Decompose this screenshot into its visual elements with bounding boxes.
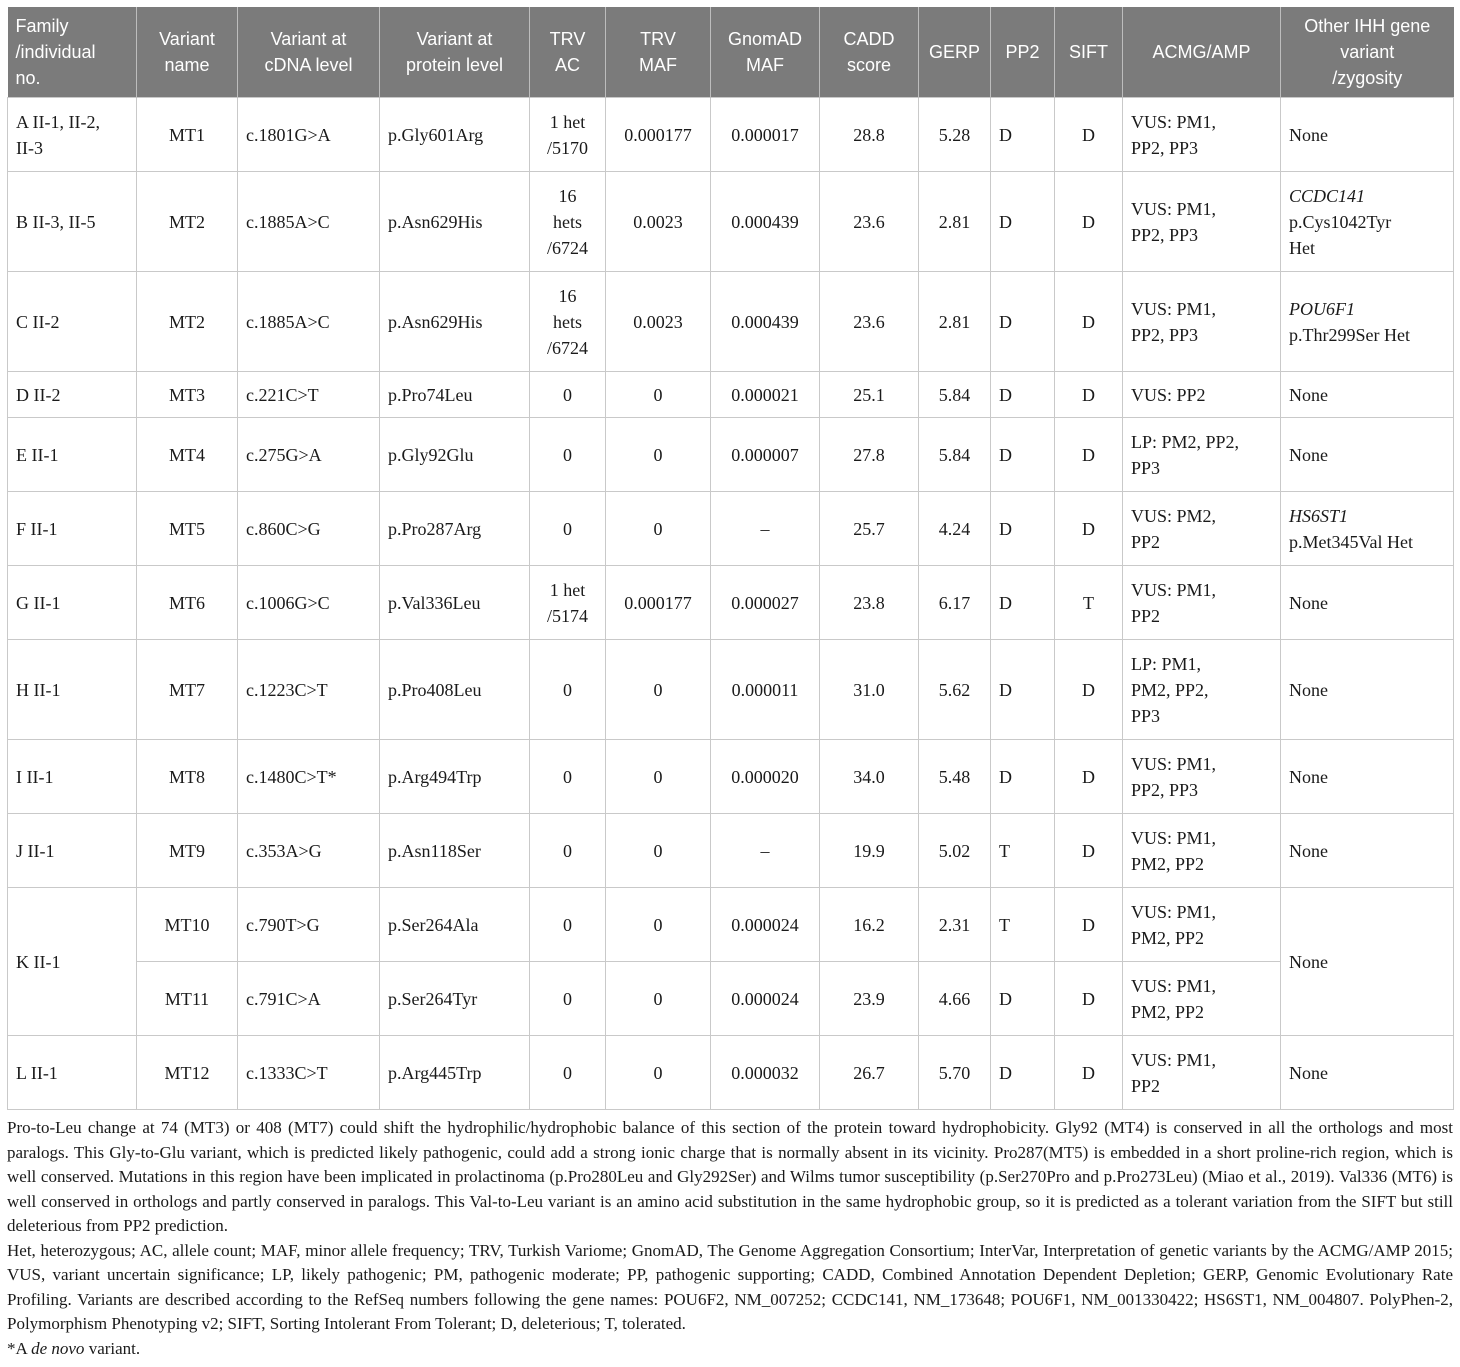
cell-pp2: T bbox=[991, 814, 1055, 888]
cell-family: B II-3, II-5 bbox=[8, 172, 137, 272]
cell-gnomad-maf: 0.000021 bbox=[711, 372, 820, 418]
cell-trv-maf: 0.000177 bbox=[606, 98, 711, 172]
cell-pp2: D bbox=[991, 418, 1055, 492]
cell-gerp: 2.31 bbox=[919, 888, 991, 962]
cell-gnomad-maf: 0.000439 bbox=[711, 272, 820, 372]
cell-cdna: c.1480C>T* bbox=[238, 740, 380, 814]
cell-trv-ac: 0 bbox=[530, 740, 606, 814]
cell-protein: p.Gly601Arg bbox=[380, 98, 530, 172]
cell-pp2: D bbox=[991, 492, 1055, 566]
cell-acmg: VUS: PM1, PP2, PP3 bbox=[1123, 98, 1281, 172]
cell-family: K II-1 bbox=[8, 888, 137, 1036]
cell-trv-maf: 0 bbox=[606, 418, 711, 492]
cell-gerp: 5.62 bbox=[919, 640, 991, 740]
header-trv-maf: TRV MAF bbox=[606, 7, 711, 98]
header-protein: Variant at protein level bbox=[380, 7, 530, 98]
cell-variant-name: MT11 bbox=[137, 962, 238, 1036]
cell-cadd: 26.7 bbox=[820, 1036, 919, 1110]
cell-gnomad-maf: 0.000027 bbox=[711, 566, 820, 640]
cell-sift: D bbox=[1055, 372, 1123, 418]
cell-pp2: D bbox=[991, 962, 1055, 1036]
cell-family: F II-1 bbox=[8, 492, 137, 566]
cell-other-variant: None bbox=[1281, 888, 1454, 1036]
cell-gerp: 5.84 bbox=[919, 372, 991, 418]
table-row bbox=[8, 566, 1454, 640]
cell-cadd: 27.8 bbox=[820, 418, 919, 492]
cell-gerp: 6.17 bbox=[919, 566, 991, 640]
cell-variant-name: MT4 bbox=[137, 418, 238, 492]
cell-gnomad-maf: – bbox=[711, 492, 820, 566]
cell-cadd: 34.0 bbox=[820, 740, 919, 814]
cell-trv-ac: 0 bbox=[530, 418, 606, 492]
cell-trv-maf: 0 bbox=[606, 640, 711, 740]
other-variant-text: p.Thr299Ser Het bbox=[1289, 324, 1410, 345]
cell-family: C II-2 bbox=[8, 272, 137, 372]
cell-gnomad-maf: 0.000011 bbox=[711, 640, 820, 740]
table-row bbox=[8, 272, 1454, 372]
cell-family: J II-1 bbox=[8, 814, 137, 888]
cell-other-variant bbox=[1281, 272, 1454, 372]
cell-trv-ac: 0 bbox=[530, 962, 606, 1036]
cell-gnomad-maf: 0.000024 bbox=[711, 962, 820, 1036]
other-variant-text: None bbox=[1289, 679, 1328, 700]
cell-acmg: VUS: PM1, PM2, PP2 bbox=[1123, 814, 1281, 888]
table-row bbox=[8, 640, 1454, 740]
cell-sift: D bbox=[1055, 640, 1123, 740]
cell-cadd: 23.6 bbox=[820, 272, 919, 372]
cell-protein: p.Gly92Glu bbox=[380, 418, 530, 492]
cell-family: E II-1 bbox=[8, 418, 137, 492]
footnote-discussion: Pro-to-Leu change at 74 (MT3) or 408 (MT7) could shift the hydrophilic/hydrophobic balance of this section of the protein toward hydrophobicity. Gly92 (MT4) is conserved in all the orthologs and most paralogs. This Gly-to-Glu variant, which is predicted likely pathogenic, could add a strong ionic charge that is normally absent in its vicinity. Pro287(MT5) is embedded in a short proline-rich region, which is well conserved. Mutations in this region have been implicated in prolactinoma (p.Pro280Leu and Gly292Ser) and Wilms tumor susceptibility (p.Ser270Pro and p.Pro273Leu) (Miao et al., 2019). Val336 (MT6) is well conserved in orthologs and partly conserved in paralogs. This Val-to-Leu variant is an amino acid substitution in the same hydrophobic group, so it is predicted as a tolerant variation from the SIFT but still deleterious from PP2 prediction. bbox=[7, 1118, 1453, 1235]
cell-sift: D bbox=[1055, 814, 1123, 888]
cell-sift: D bbox=[1055, 1036, 1123, 1110]
cell-sift: D bbox=[1055, 740, 1123, 814]
cell-trv-maf: 0 bbox=[606, 888, 711, 962]
cell-variant-name: MT12 bbox=[137, 1036, 238, 1110]
cell-gnomad-maf: 0.000017 bbox=[711, 98, 820, 172]
cell-cadd: 16.2 bbox=[820, 888, 919, 962]
cell-trv-ac: 0 bbox=[530, 814, 606, 888]
cell-cadd: 25.7 bbox=[820, 492, 919, 566]
other-variant-text: None bbox=[1289, 384, 1328, 405]
cell-cadd: 25.1 bbox=[820, 372, 919, 418]
table-row bbox=[8, 962, 1454, 1036]
cell-cdna: c.275G>A bbox=[238, 418, 380, 492]
other-variant-text: p.Cys1042Tyr Het bbox=[1289, 211, 1392, 258]
variant-table bbox=[7, 7, 1454, 1110]
cell-gerp: 5.70 bbox=[919, 1036, 991, 1110]
cell-trv-ac: 0 bbox=[530, 888, 606, 962]
header-family: Family /individual no. bbox=[8, 7, 137, 98]
cell-other-variant bbox=[1281, 372, 1454, 418]
cell-cdna: c.1885A>C bbox=[238, 172, 380, 272]
cell-variant-name: MT6 bbox=[137, 566, 238, 640]
cell-cadd: 23.6 bbox=[820, 172, 919, 272]
table-row bbox=[8, 372, 1454, 418]
cell-gnomad-maf: 0.000032 bbox=[711, 1036, 820, 1110]
cell-variant-name: MT1 bbox=[137, 98, 238, 172]
cell-sift: D bbox=[1055, 418, 1123, 492]
cell-cdna: c.353A>G bbox=[238, 814, 380, 888]
cell-cadd: 23.8 bbox=[820, 566, 919, 640]
other-variant-text: None bbox=[1289, 444, 1328, 465]
cell-sift: D bbox=[1055, 962, 1123, 1036]
cell-cdna: c.1885A>C bbox=[238, 272, 380, 372]
header-cadd: CADD score bbox=[820, 7, 919, 98]
footnote-abbreviations: Het, heterozygous; AC, allele count; MAF, minor allele frequency; TRV, Turkish Variome; GnomAD, The Genome Aggregation Consortium; InterVar, Interpretation of genetic variants by the ACMG/AMP 2015; VUS, variant uncertain significance; LP, likely pathogenic; PM, pathogenic moderate; PP, pathogenic supporting; CADD, Combined Annotation Dependent Depletion; GERP, Genomic Evolutionary Rate Profiling. Variants are described according to the RefSeq numbers following the gene names: POU6F2, NM_007252; CCDC141, NM_173648; POU6F1, NM_001330422; HS6ST1, NM_004807. PolyPhen-2, Polymorphism Phenotyping v2; SIFT, Sorting Intolerant From Tolerant; D, deleterious; T, tolerated. bbox=[7, 1240, 1453, 1333]
cell-gerp: 4.66 bbox=[919, 962, 991, 1036]
cell-protein: p.Asn629His bbox=[380, 172, 530, 272]
cell-protein: p.Arg494Trp bbox=[380, 740, 530, 814]
cell-gerp: 5.84 bbox=[919, 418, 991, 492]
cell-trv-ac: 16 hets /6724 bbox=[530, 172, 606, 272]
cell-cdna: c.1333C>T bbox=[238, 1036, 380, 1110]
other-variant-text: None bbox=[1289, 124, 1328, 145]
cell-protein: p.Ser264Ala bbox=[380, 888, 530, 962]
cell-trv-ac: 1 het /5170 bbox=[530, 98, 606, 172]
cell-gnomad-maf: 0.000024 bbox=[711, 888, 820, 962]
table-row bbox=[8, 814, 1454, 888]
cell-cdna: c.860C>G bbox=[238, 492, 380, 566]
header-acmg: ACMG/AMP bbox=[1123, 7, 1281, 98]
other-variant-text: None bbox=[1289, 766, 1328, 787]
cell-variant-name: MT10 bbox=[137, 888, 238, 962]
cell-cadd: 31.0 bbox=[820, 640, 919, 740]
cell-gerp: 2.81 bbox=[919, 172, 991, 272]
cell-gerp: 5.28 bbox=[919, 98, 991, 172]
cell-family: H II-1 bbox=[8, 640, 137, 740]
cell-protein: p.Pro408Leu bbox=[380, 640, 530, 740]
cell-pp2: D bbox=[991, 98, 1055, 172]
table-wrapper bbox=[7, 7, 1453, 1361]
cell-family: A II-1, II-2, II-3 bbox=[8, 98, 137, 172]
cell-gnomad-maf: 0.000020 bbox=[711, 740, 820, 814]
cell-cadd: 23.9 bbox=[820, 962, 919, 1036]
cell-trv-maf: 0.0023 bbox=[606, 172, 711, 272]
footnote-de-novo: *A de novo variant. bbox=[7, 1338, 141, 1358]
header-pp2: PP2 bbox=[991, 7, 1055, 98]
cell-trv-maf: 0.000177 bbox=[606, 566, 711, 640]
cell-gnomad-maf: – bbox=[711, 814, 820, 888]
header-variant-name: Variant name bbox=[137, 7, 238, 98]
cell-variant-name: MT5 bbox=[137, 492, 238, 566]
cell-trv-ac: 0 bbox=[530, 372, 606, 418]
gene-name: HS6ST1 bbox=[1289, 505, 1349, 526]
header-sift: SIFT bbox=[1055, 7, 1123, 98]
other-variant-text: None bbox=[1289, 840, 1328, 861]
cell-trv-ac: 16 hets /6724 bbox=[530, 272, 606, 372]
header-gerp: GERP bbox=[919, 7, 991, 98]
cell-family: I II-1 bbox=[8, 740, 137, 814]
header-trv-ac: TRV AC bbox=[530, 7, 606, 98]
cell-cadd: 19.9 bbox=[820, 814, 919, 888]
cell-trv-maf: 0.0023 bbox=[606, 272, 711, 372]
table-row bbox=[8, 418, 1454, 492]
cell-cdna: c.791C>A bbox=[238, 962, 380, 1036]
cell-other-variant bbox=[1281, 418, 1454, 492]
cell-sift: D bbox=[1055, 492, 1123, 566]
cell-pp2: D bbox=[991, 740, 1055, 814]
cell-variant-name: MT2 bbox=[137, 272, 238, 372]
gene-name: POU6F1 bbox=[1289, 298, 1355, 319]
cell-other-variant bbox=[1281, 98, 1454, 172]
header-row bbox=[8, 7, 1454, 98]
cell-trv-maf: 0 bbox=[606, 814, 711, 888]
cell-other-variant bbox=[1281, 566, 1454, 640]
cell-variant-name: MT8 bbox=[137, 740, 238, 814]
header-gnomad-maf: GnomAD MAF bbox=[711, 7, 820, 98]
cell-acmg: VUS: PM1, PM2, PP2 bbox=[1123, 962, 1281, 1036]
table-row bbox=[8, 740, 1454, 814]
cell-other-variant bbox=[1281, 640, 1454, 740]
cell-gerp: 2.81 bbox=[919, 272, 991, 372]
cell-pp2: D bbox=[991, 272, 1055, 372]
cell-protein: p.Arg445Trp bbox=[380, 1036, 530, 1110]
cell-cdna: c.1006G>C bbox=[238, 566, 380, 640]
table-row bbox=[8, 98, 1454, 172]
gene-name: CCDC141 bbox=[1289, 185, 1366, 206]
cell-pp2: D bbox=[991, 566, 1055, 640]
table-body bbox=[8, 98, 1454, 1110]
cell-trv-maf: 0 bbox=[606, 1036, 711, 1110]
header-cdna: Variant at cDNA level bbox=[238, 7, 380, 98]
cell-sift: D bbox=[1055, 888, 1123, 962]
cell-acmg: LP: PM1, PM2, PP2, PP3 bbox=[1123, 640, 1281, 740]
cell-other-variant bbox=[1281, 740, 1454, 814]
cell-acmg: VUS: PM2, PP2 bbox=[1123, 492, 1281, 566]
cell-gerp: 5.48 bbox=[919, 740, 991, 814]
cell-gnomad-maf: 0.000007 bbox=[711, 418, 820, 492]
cell-cadd: 28.8 bbox=[820, 98, 919, 172]
cell-pp2: D bbox=[991, 640, 1055, 740]
cell-trv-maf: 0 bbox=[606, 372, 711, 418]
cell-protein: p.Pro74Leu bbox=[380, 372, 530, 418]
cell-protein: p.Asn118Ser bbox=[380, 814, 530, 888]
cell-acmg: VUS: PM1, PP2, PP3 bbox=[1123, 272, 1281, 372]
header-other-gene: Other IHH gene variant /zygosity bbox=[1281, 7, 1454, 98]
cell-acmg: LP: PM2, PP2, PP3 bbox=[1123, 418, 1281, 492]
table-row bbox=[8, 888, 1454, 962]
cell-sift: D bbox=[1055, 98, 1123, 172]
cell-other-variant bbox=[1281, 172, 1454, 272]
cell-sift: D bbox=[1055, 172, 1123, 272]
cell-variant-name: MT2 bbox=[137, 172, 238, 272]
cell-protein: p.Pro287Arg bbox=[380, 492, 530, 566]
other-variant-text: p.Met345Val Het bbox=[1289, 531, 1413, 552]
other-variant-text: None bbox=[1289, 592, 1328, 613]
cell-cdna: c.1801G>A bbox=[238, 98, 380, 172]
cell-trv-ac: 0 bbox=[530, 1036, 606, 1110]
cell-trv-maf: 0 bbox=[606, 962, 711, 1036]
cell-pp2: T bbox=[991, 888, 1055, 962]
table-footnotes bbox=[7, 1116, 1453, 1361]
cell-gerp: 5.02 bbox=[919, 814, 991, 888]
cell-acmg: VUS: PM1, PP2 bbox=[1123, 1036, 1281, 1110]
table-row bbox=[8, 172, 1454, 272]
cell-cdna: c.221C>T bbox=[238, 372, 380, 418]
cell-other-variant bbox=[1281, 814, 1454, 888]
table-row bbox=[8, 1036, 1454, 1110]
cell-trv-ac: 0 bbox=[530, 492, 606, 566]
cell-acmg: VUS: PP2 bbox=[1123, 372, 1281, 418]
cell-gerp: 4.24 bbox=[919, 492, 991, 566]
cell-sift: T bbox=[1055, 566, 1123, 640]
cell-cdna: c.790T>G bbox=[238, 888, 380, 962]
cell-gnomad-maf: 0.000439 bbox=[711, 172, 820, 272]
cell-protein: p.Ser264Tyr bbox=[380, 962, 530, 1036]
cell-other-variant bbox=[1281, 1036, 1454, 1110]
cell-family: D II-2 bbox=[8, 372, 137, 418]
cell-protein: p.Val336Leu bbox=[380, 566, 530, 640]
cell-family: G II-1 bbox=[8, 566, 137, 640]
cell-pp2: D bbox=[991, 372, 1055, 418]
cell-pp2: D bbox=[991, 1036, 1055, 1110]
cell-acmg: VUS: PM1, PP2, PP3 bbox=[1123, 172, 1281, 272]
cell-variant-name: MT9 bbox=[137, 814, 238, 888]
cell-cdna: c.1223C>T bbox=[238, 640, 380, 740]
cell-acmg: VUS: PM1, PM2, PP2 bbox=[1123, 888, 1281, 962]
cell-other-variant bbox=[1281, 492, 1454, 566]
other-variant-text: None bbox=[1289, 1062, 1328, 1083]
cell-acmg: VUS: PM1, PP2 bbox=[1123, 566, 1281, 640]
cell-protein: p.Asn629His bbox=[380, 272, 530, 372]
cell-family: L II-1 bbox=[8, 1036, 137, 1110]
table-row bbox=[8, 492, 1454, 566]
cell-trv-ac: 0 bbox=[530, 640, 606, 740]
cell-sift: D bbox=[1055, 272, 1123, 372]
cell-pp2: D bbox=[991, 172, 1055, 272]
cell-variant-name: MT3 bbox=[137, 372, 238, 418]
cell-variant-name: MT7 bbox=[137, 640, 238, 740]
cell-trv-ac: 1 het /5174 bbox=[530, 566, 606, 640]
cell-acmg: VUS: PM1, PP2, PP3 bbox=[1123, 740, 1281, 814]
cell-trv-maf: 0 bbox=[606, 492, 711, 566]
cell-trv-maf: 0 bbox=[606, 740, 711, 814]
